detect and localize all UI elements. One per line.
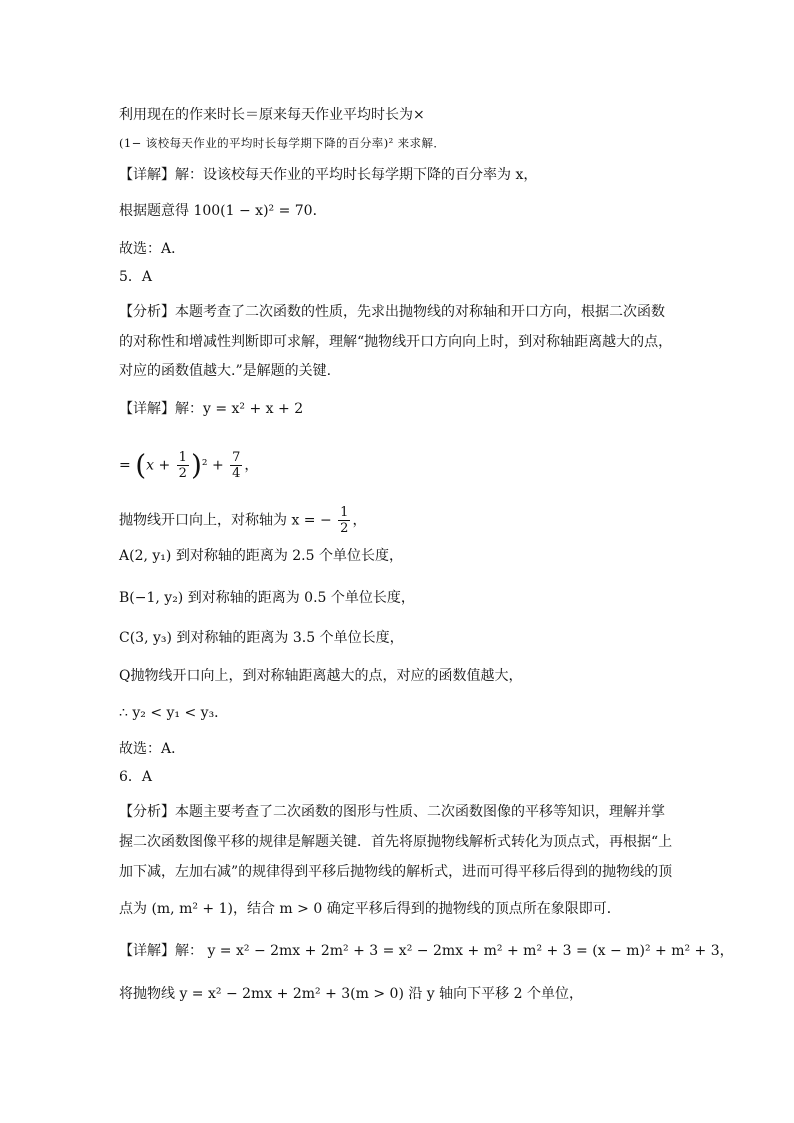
text-line-14: B(−1, y₂) 到对称轴的距离为 0.5 个单位长度，	[119, 590, 415, 606]
text-line-12: 抛物线开口向上，对称轴为 x = − $\frac{1}{2}$ ，	[119, 505, 367, 536]
formula-vertex-form: = (x + $\frac{1}{2}$ )² + $\frac{7}{4}$ ，	[119, 448, 259, 482]
text-line-3: 【详解】解：设该校每天作业的平均时长每学期下降的百分率为 x，	[119, 167, 538, 183]
text-line-18: 故选：A．	[119, 741, 186, 757]
text-line-10: 【详解】解：y = x² + x + 2	[119, 401, 304, 417]
text-line-22: 加下减，左加右减”的规律得到平移后抛物线的解析式，进而可得平移后得到的抛物线的顶	[119, 864, 673, 880]
text-line-1: 利用现在的作来时长＝原来每天作业平均时长为×	[119, 107, 425, 123]
text-line-21: 握二次函数图像平移的规律是解题关键．首先将原抛物线解析式转化为顶点式，再根据“上	[119, 834, 673, 850]
text-line-24: 【详解】解： y = x² − 2mx + 2m² + 3 = x² − 2mx + m² + m² + 3 = (x − m)² + m² + 3，	[119, 943, 734, 959]
text-line-23: 点为 (m, m² + 1)，结合 m > 0 确定平移后得到的抛物线的顶点所在象限即可．	[119, 901, 621, 917]
question-number-5: 5．A	[119, 269, 153, 285]
text-line-8: 的对称性和增减性判断即可求解，理解“抛物线开口方向向上时，到对称轴距离越大的点，	[119, 334, 673, 350]
text-line-13: A(2, y₁) 到对称轴的距离为 2.5 个单位长度，	[119, 548, 403, 564]
text-line-7: 【分析】本题考查了二次函数的性质，先求出抛物线的对称轴和开口方向，根据二次函数	[119, 304, 665, 320]
text-line-15: C(3, y₃) 到对称轴的距离为 3.5 个单位长度，	[119, 630, 404, 646]
fraction-seven-quarters: $\frac{7}{4}$	[232, 450, 241, 481]
text-line-9: 对应的函数值越大.”是解题的关键.	[119, 363, 332, 379]
fraction-minus-one-half: $\frac{1}{2}$	[340, 505, 349, 536]
text-line-20: 【分析】本题主要考查了二次函数的图形与性质、二次函数图像的平移等知识，理解并掌	[119, 804, 665, 820]
question-number-6: 6．A	[119, 769, 153, 785]
fraction-one-half: $\frac{1}{2}$	[178, 450, 187, 481]
text-line-25: 将抛物线 y = x² − 2mx + 2m² + 3(m > 0) 沿 y 轴向下平移 2 个单位，	[119, 986, 583, 1002]
text-line-2: (1− 该校每天作业的平均时长每学期下降的百分率)² 来求解．	[119, 136, 446, 150]
text-line-17: ∴ y₂ < y₁ < y₃．	[119, 705, 229, 721]
text-line-4: 根据题意得 100(1 − x)² = 70．	[119, 203, 327, 219]
text-line-5: 故选：A．	[119, 241, 186, 257]
text-line-16: Q抛物线开口向上，到对称轴距离越大的点，对应的函数值越大，	[119, 668, 523, 684]
